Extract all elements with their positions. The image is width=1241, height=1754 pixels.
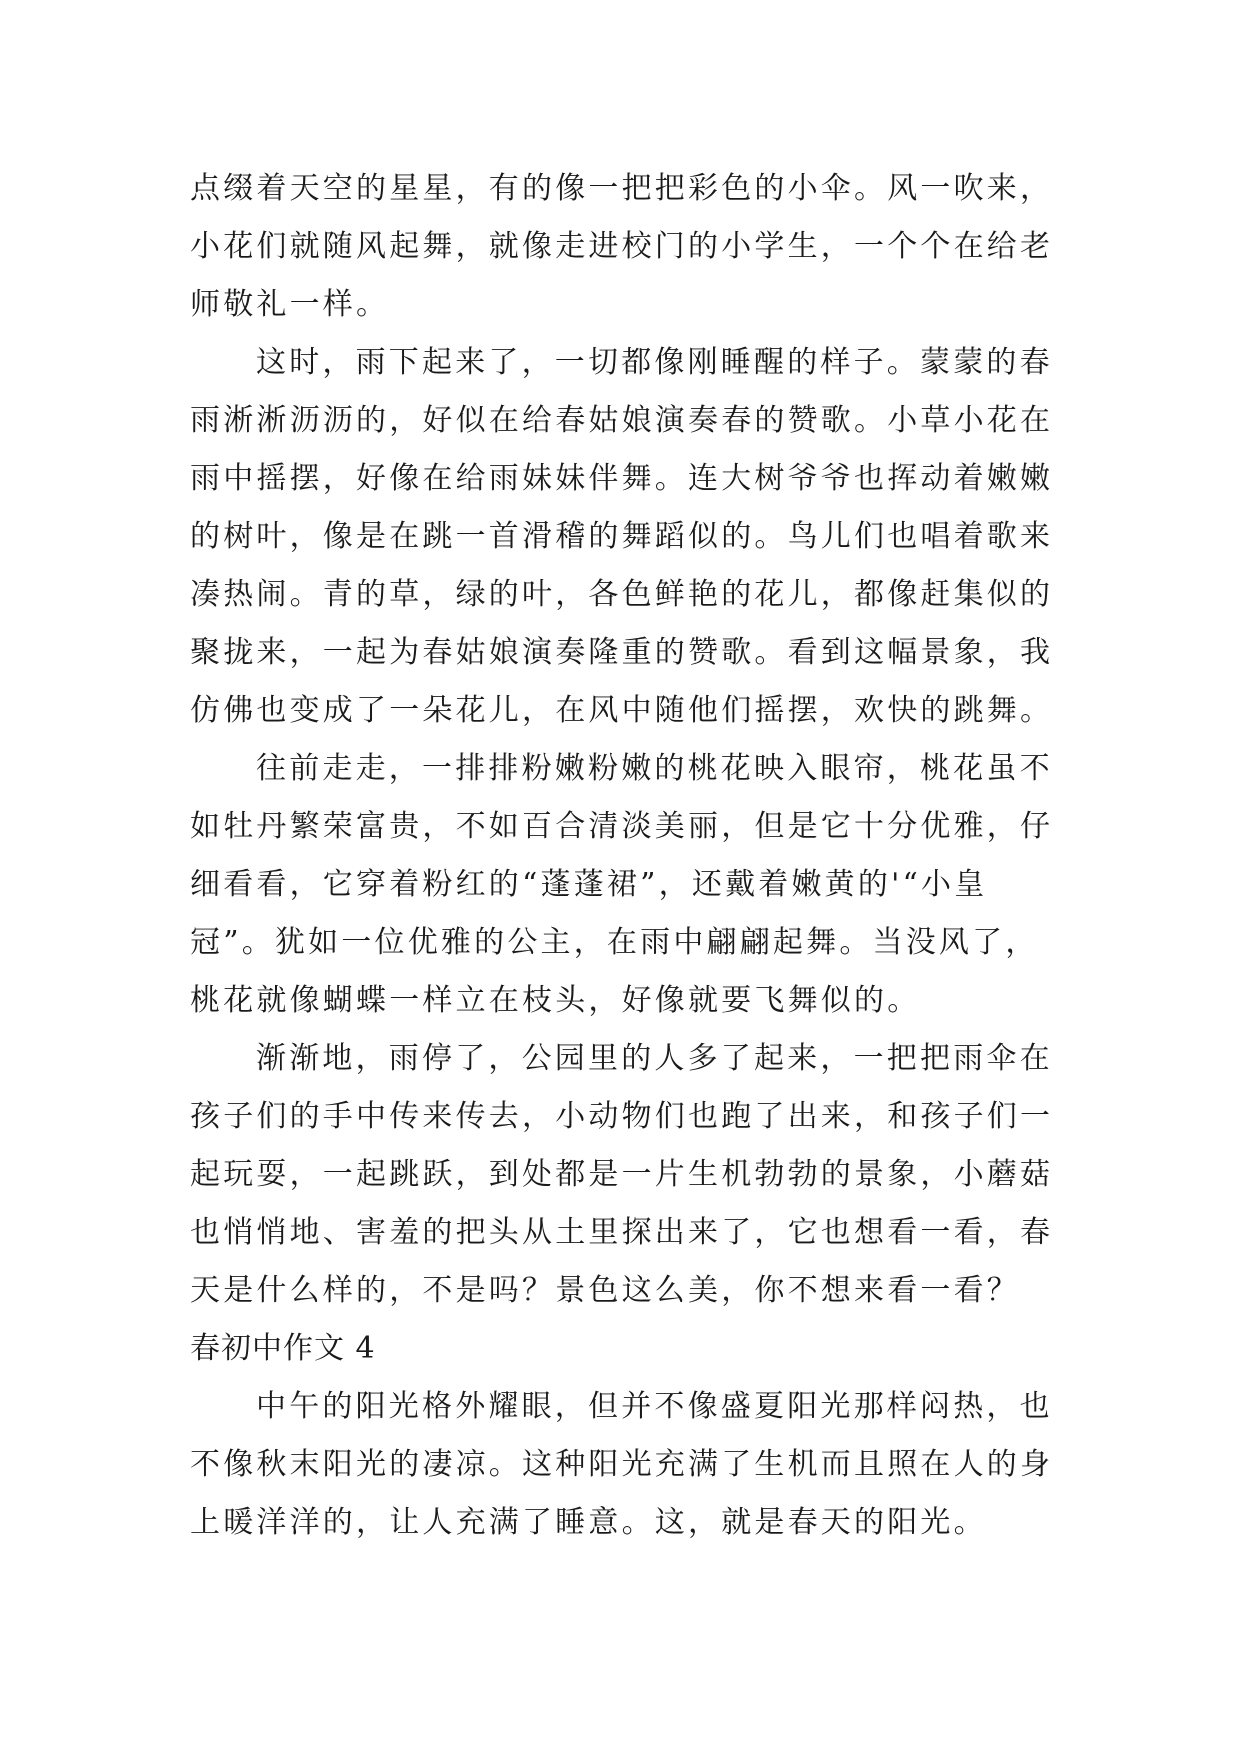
text-line: 师敬礼一样。 — [190, 287, 390, 322]
text-line: 起玩耍，一起跳跃，到处都是一片生机勃勃的景象，小蘑菇 — [190, 1157, 1054, 1192]
paragraph-first-line: 这时，雨下起来了，一切都像刚睡醒的样子。蒙蒙的春 — [256, 345, 1053, 380]
text-line: 凑热闹。青的草，绿的叶，各色鲜艳的花儿，都像赶集似的 — [190, 577, 1054, 612]
text-line: 雨中摇摆，好像在给雨妹妹伴舞。连大树爷爷也挥动着嫩嫩 — [190, 461, 1054, 496]
paragraph-first-line: 渐渐地，雨停了，公园里的人多了起来，一把把雨伞在 — [256, 1041, 1053, 1076]
text-line: 小花们就随风起舞，就像走进校门的小学生，一个个在给老 — [190, 229, 1054, 264]
section-heading: 春初中作文 4 — [190, 1331, 376, 1366]
text-line: 的树叶，像是在跳一首滑稽的舞蹈似的。鸟儿们也唱着歌来 — [190, 519, 1054, 554]
text-line: 不像秋末阳光的凄凉。这种阳光充满了生机而且照在人的身 — [190, 1447, 1054, 1482]
text-line: 上暖洋洋的，让人充满了睡意。这，就是春天的阳光。 — [190, 1505, 987, 1540]
text-line: 点缀着天空的星星，有的像一把把彩色的小伞。风一吹来， — [190, 171, 1054, 206]
document-body — [190, 160, 1070, 1552]
text-line: 也悄悄地、害羞的把头从土里探出来了，它也想看一看，春 — [190, 1215, 1054, 1250]
paragraph-first-line: 往前走走，一排排粉嫩粉嫩的桃花映入眼帘，桃花虽不 — [256, 751, 1053, 786]
text-line: 天是什么样的，不是吗？景色这么美，你不想来看一看？ — [190, 1273, 1020, 1308]
paragraph-first-line: 中午的阳光格外耀眼，但并不像盛夏阳光那样闷热，也 — [256, 1389, 1053, 1424]
text-line: 雨淅淅沥沥的，好似在给春姑娘演奏春的赞歌。小草小花在 — [190, 403, 1054, 438]
text-line: 细看看，它穿着粉红的“蓬蓬裙”，还戴着嫩黄的'“小皇 — [190, 867, 988, 902]
text-line: 如牡丹繁荣富贵，不如百合清淡美丽，但是它十分优雅，仔 — [190, 809, 1054, 844]
text-line: 聚拢来，一起为春姑娘演奏隆重的赞歌。看到这幅景象，我 — [190, 635, 1054, 670]
text-line: 桃花就像蝴蝶一样立在枝头，好像就要飞舞似的。 — [190, 983, 921, 1018]
text-line: 冠”。犹如一位优雅的公主，在雨中翩翩起舞。当没风了， — [190, 925, 1039, 960]
text-line: 孩子们的手中传来传去，小动物们也跑了出来，和孩子们一 — [190, 1099, 1054, 1134]
text-line: 仿佛也变成了一朵花儿，在风中随他们摇摆，欢快的跳舞。 — [190, 693, 1054, 728]
